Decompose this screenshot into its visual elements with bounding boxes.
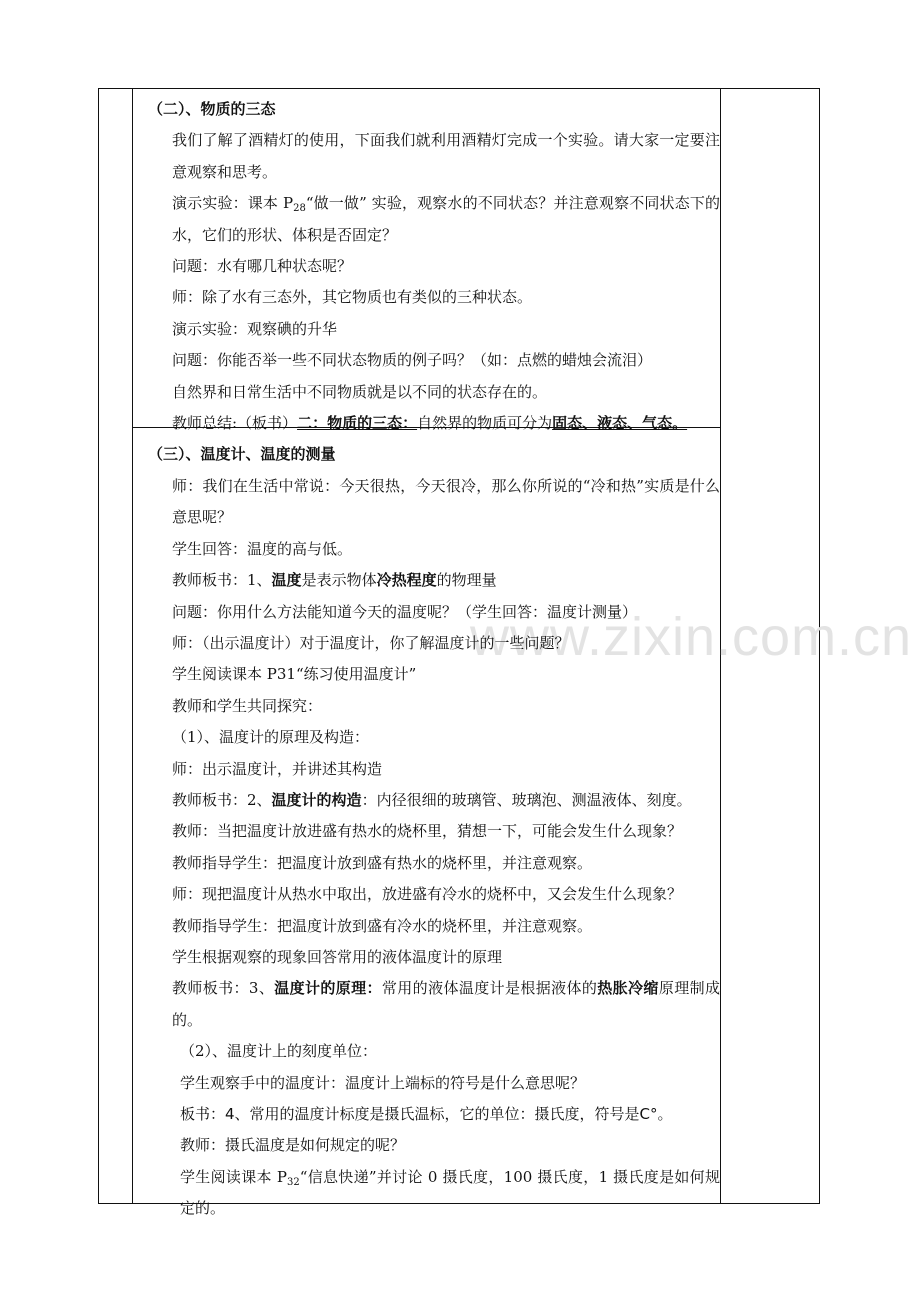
- section2-heading: （二）、物质的三态: [148, 100, 276, 118]
- paragraph: 师：我们在生活中常说：今天很热，今天很冷，那么你所说的“冷和热”实质是什么意思呢？: [172, 476, 720, 527]
- board-summary: 教师总结:（板书）二：物质的三态：自然界的物质可分为固态、液态、气态。: [172, 414, 688, 433]
- paragraph: 师：出示温度计，并讲述其构造: [172, 759, 383, 778]
- paragraph: 教师：当把温度计放进盛有热水的烧杯里，猜想一下，可能会发生什么现象？: [172, 822, 683, 841]
- paragraph: 问题：水有哪几种状态呢？: [172, 257, 353, 276]
- board-note: 教师板书：3、温度计的原理：常用的液体温度计是根据液体的热胀冷缩原理制成的。: [172, 979, 720, 1029]
- paragraph: 自然界和日常生活中不同物质就是以不同的状态存在的。: [172, 382, 548, 401]
- paragraph: 我们了解了酒精灯的使用，下面我们就利用酒精灯完成一个实验。请大家一定要注意观察和思考。: [172, 131, 720, 181]
- subheading: （1）、温度计的原理及构造：: [172, 728, 370, 747]
- paragraph: 师：现把温度计从热水中取出，放进盛有冷水的烧杯中，又会发生什么现象？: [172, 885, 683, 904]
- paragraph: 师：（出示温度计）对于温度计，你了解温度计的一些问题？: [172, 633, 570, 652]
- paragraph: 问题：你用什么方法能知道今天的温度呢？（学生回答：温度计测量）: [172, 602, 638, 621]
- table-column-divider-left: [132, 88, 133, 1204]
- paragraph: 学生观察手中的温度计：温度计上端标的符号是什么意思呢？: [180, 1073, 586, 1092]
- subheading: （2）、温度计上的刻度单位：: [180, 1042, 378, 1061]
- paragraph: 教师：摄氏温度是如何规定的呢？: [180, 1136, 406, 1155]
- paragraph: 演示实验：观察碘的升华: [172, 319, 338, 338]
- paragraph: 演示实验：课本 $P_{28}“$做一做” 实验，观察水的不同状态？并注意观察不同状态下的水，它们的形状、体积是否固定？: [172, 194, 720, 244]
- board-note: 教师板书：1、温度是表示物体冷热程度的物理量: [172, 571, 497, 590]
- paragraph: 问题：你能否举一些不同状态物质的例子吗？（如：点燃的蜡烛会流泪）: [172, 351, 653, 370]
- paragraph: 学生阅读课本 $P_{32}“$信息快递”并讨论 0 摄氏度，100 摄氏度，1 摄氏度是如何规定的。: [180, 1167, 720, 1218]
- board-note: 教师板书：2、温度计的构造：内径很细的玻璃管、玻璃泡、测温液体、刻度。: [172, 790, 692, 809]
- paragraph: 教师指导学生：把温度计放到盛有热水的烧杯里，并注意观察。: [172, 853, 593, 872]
- paragraph: 教师和学生共同探究：: [172, 696, 323, 715]
- watermark: www.zixin.com.cn: [470, 607, 913, 667]
- lesson-content: [140, 94, 720, 1225]
- board-note: 板书：4、常用的温度计标度是摄氏温标，它的单位：摄氏度，符号是C°。: [180, 1105, 673, 1123]
- paragraph: 学生根据观察的现象回答常用的液体温度计的原理: [172, 947, 503, 966]
- section3-heading: （三）、温度计、温度的测量: [148, 445, 336, 464]
- paragraph: 学生阅读课本 P31“练习使用温度计”: [172, 665, 417, 684]
- paragraph: 教师指导学生：把温度计放到盛有冷水的烧杯里，并注意观察。: [172, 916, 593, 935]
- paragraph: 学生回答：温度的高与低。: [172, 539, 353, 558]
- paragraph: 师：除了水有三态外，其它物质也有类似的三种状态。: [172, 288, 533, 307]
